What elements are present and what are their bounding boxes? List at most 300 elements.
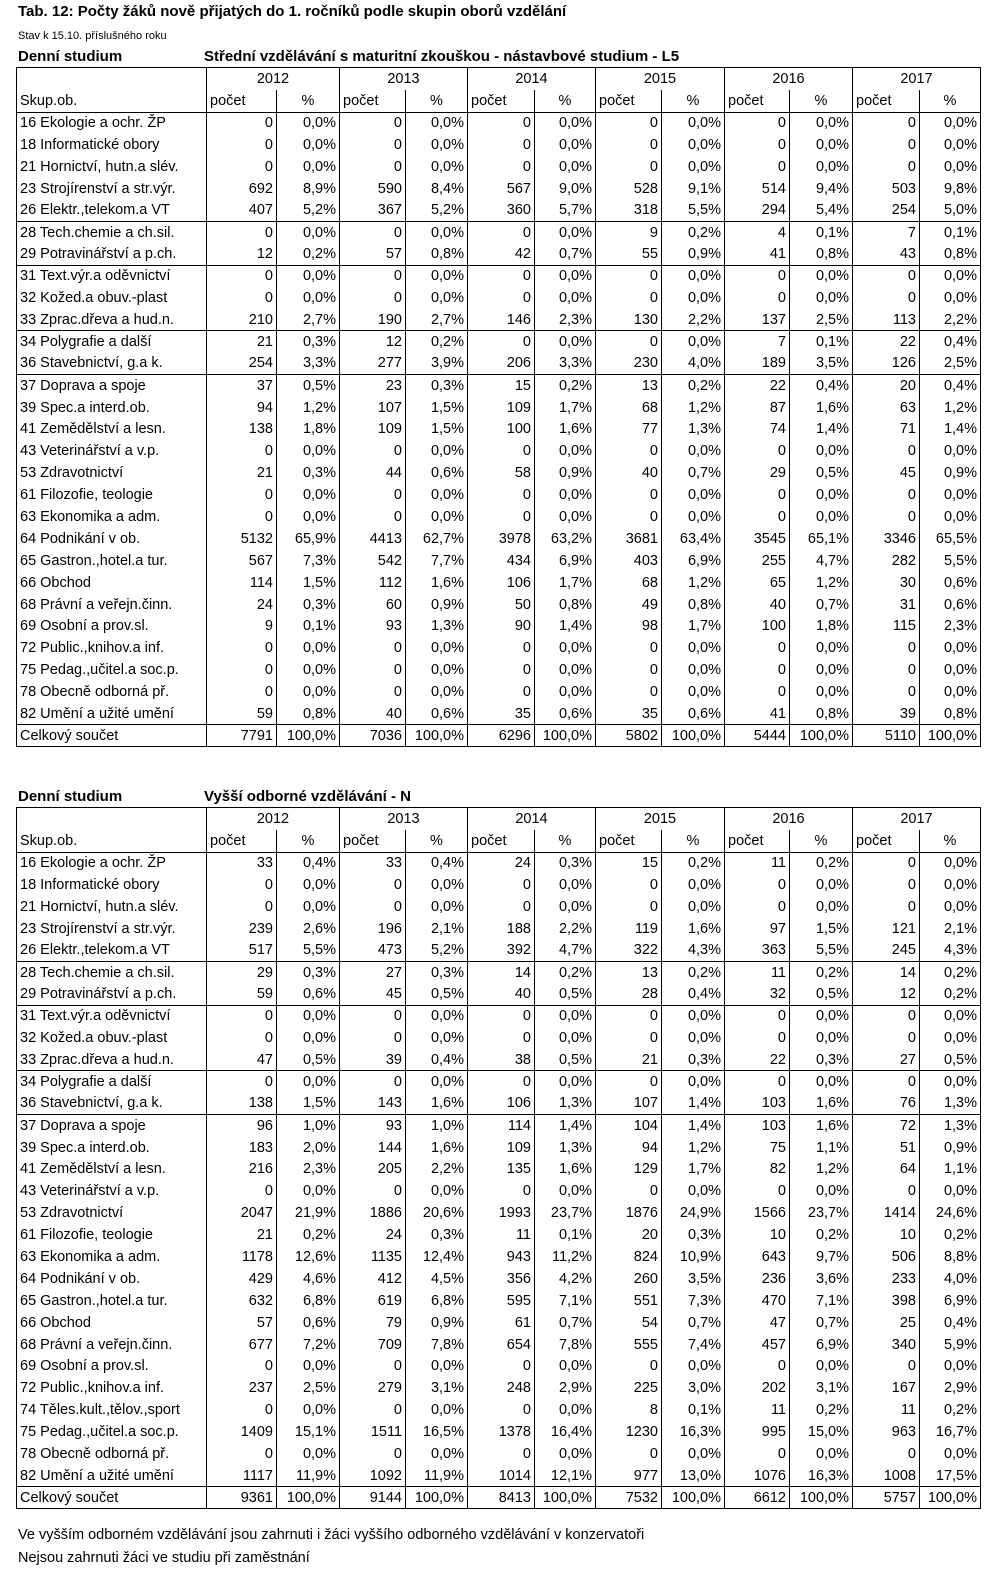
percent-cell: 5,0%: [920, 200, 981, 222]
count-cell: 12: [340, 331, 406, 353]
count-cell: 1566: [725, 1202, 790, 1224]
percent-cell: 0,0%: [662, 112, 725, 134]
count-cell: 0: [207, 681, 277, 703]
count-cell: 183: [207, 1137, 277, 1159]
percent-cell: 0,0%: [406, 1027, 468, 1049]
percent-cell: 4,3%: [662, 940, 725, 962]
count-cell: 0: [596, 1180, 662, 1202]
percent-cell: 0,0%: [790, 287, 853, 309]
percent-cell: 0,0%: [406, 1180, 468, 1202]
corner-cell: [17, 808, 207, 830]
count-cell: 0: [468, 874, 535, 896]
percent-cell: 0,7%: [662, 1312, 725, 1334]
category-cell: 34 Polygrafie a další: [17, 1071, 207, 1093]
percent-cell: 0,0%: [535, 896, 596, 918]
category-cell: 53 Zdravotnictví: [17, 462, 207, 484]
percent-cell: 7,1%: [790, 1290, 853, 1312]
study-mode-label: Denní studium: [18, 788, 123, 805]
percent-cell: 7,2%: [277, 1334, 340, 1356]
percent-cell: 5,2%: [406, 200, 468, 222]
table-row: [17, 874, 981, 896]
percent-cell: 0,3%: [662, 1224, 725, 1246]
count-cell: 0: [853, 1071, 920, 1093]
count-cell: 109: [340, 418, 406, 440]
count-cell: 0: [207, 484, 277, 506]
percent-cell: 2,7%: [406, 309, 468, 331]
count-cell: 23: [340, 375, 406, 397]
count-cell: 94: [596, 1137, 662, 1159]
count-cell: 233: [853, 1268, 920, 1290]
year-header: 2014: [468, 68, 596, 90]
percent-cell: 1,3%: [406, 615, 468, 637]
percent-cell: 0,0%: [920, 134, 981, 156]
count-cell: 59: [207, 983, 277, 1005]
total-percent-cell: 100,0%: [535, 725, 596, 747]
count-cell: 0: [725, 1071, 790, 1093]
table-row: [17, 1005, 981, 1027]
percent-cell: 0,6%: [406, 703, 468, 725]
count-cell: 503: [853, 178, 920, 200]
category-cell: 36 Stavebnictví, g.a k.: [17, 1093, 207, 1115]
percent-cell: 1,7%: [535, 397, 596, 419]
percent-cell: 0,0%: [920, 681, 981, 703]
percent-cell: 0,0%: [406, 440, 468, 462]
table-row: [17, 134, 981, 156]
percent-cell: 0,0%: [277, 156, 340, 178]
percent-cell: 0,4%: [662, 983, 725, 1005]
count-cell: 1014: [468, 1465, 535, 1487]
percent-cell: 0,5%: [535, 1049, 596, 1071]
count-cell: 75: [725, 1137, 790, 1159]
count-cell: 103: [725, 1115, 790, 1137]
count-cell: 29: [207, 961, 277, 983]
percent-cell: 16,3%: [662, 1421, 725, 1443]
total-percent-cell: 100,0%: [920, 725, 981, 747]
percent-cell: 0,3%: [790, 1049, 853, 1071]
count-cell: 0: [596, 896, 662, 918]
count-cell: 0: [468, 1399, 535, 1421]
count-cell: 0: [340, 287, 406, 309]
percent-cell: 0,0%: [535, 681, 596, 703]
count-cell: 47: [207, 1049, 277, 1071]
percent-cell: 21,9%: [277, 1202, 340, 1224]
count-cell: 0: [725, 874, 790, 896]
percent-cell: 2,2%: [535, 918, 596, 940]
count-cell: 4413: [340, 528, 406, 550]
percent-cell: 16,3%: [790, 1465, 853, 1487]
count-cell: 57: [340, 243, 406, 265]
percent-cell: 1,6%: [790, 1093, 853, 1115]
total-count-cell: 5110: [853, 725, 920, 747]
count-cell: 0: [340, 506, 406, 528]
count-column-header: počet: [340, 90, 406, 113]
count-cell: 50: [468, 594, 535, 616]
total-percent-cell: 100,0%: [535, 1487, 596, 1509]
count-cell: 0: [596, 637, 662, 659]
table-row: [17, 243, 981, 265]
count-cell: 196: [340, 918, 406, 940]
percent-cell: 0,0%: [406, 112, 468, 134]
category-cell: 39 Spec.a interd.ob.: [17, 397, 207, 419]
percent-cell: 0,5%: [535, 983, 596, 1005]
count-cell: 0: [207, 896, 277, 918]
count-cell: 0: [853, 874, 920, 896]
percent-cell: 0,0%: [535, 1180, 596, 1202]
year-header: 2013: [340, 68, 468, 90]
percent-cell: 5,5%: [920, 550, 981, 572]
count-column-header: počet: [853, 90, 920, 113]
category-cell: 78 Obecně odborná př.: [17, 1443, 207, 1465]
count-cell: 109: [468, 397, 535, 419]
percent-cell: 4,6%: [277, 1268, 340, 1290]
percent-cell: 0,1%: [920, 221, 981, 243]
percent-cell: 0,0%: [406, 896, 468, 918]
percent-cell: 0,0%: [662, 659, 725, 681]
count-cell: 619: [340, 1290, 406, 1312]
percent-cell: 0,7%: [790, 594, 853, 616]
percent-cell: 0,8%: [662, 594, 725, 616]
count-cell: 87: [725, 397, 790, 419]
count-cell: 0: [853, 1443, 920, 1465]
percent-cell: 0,0%: [662, 874, 725, 896]
percent-cell: 0,2%: [662, 375, 725, 397]
percent-cell: 0,0%: [790, 1027, 853, 1049]
percent-cell: 1,7%: [535, 572, 596, 594]
count-cell: 31: [853, 594, 920, 616]
count-cell: 144: [340, 1137, 406, 1159]
percent-cell: 0,0%: [920, 112, 981, 134]
category-cell: 64 Podnikání v ob.: [17, 1268, 207, 1290]
percent-cell: 63,2%: [535, 528, 596, 550]
count-cell: 0: [596, 506, 662, 528]
count-cell: 21: [207, 462, 277, 484]
count-column-header: počet: [596, 830, 662, 853]
count-cell: 0: [596, 659, 662, 681]
percent-column-header: %: [790, 90, 853, 113]
count-cell: 0: [468, 287, 535, 309]
percent-cell: 65,9%: [277, 528, 340, 550]
count-cell: 12: [853, 983, 920, 1005]
count-cell: 12: [207, 243, 277, 265]
percent-column-header: %: [406, 90, 468, 113]
percent-cell: 1,7%: [662, 1158, 725, 1180]
category-cell: 37 Doprava a spoje: [17, 1115, 207, 1137]
count-cell: 0: [853, 852, 920, 874]
table-row: [17, 1421, 981, 1443]
percent-cell: 0,0%: [406, 681, 468, 703]
table-row: [17, 1290, 981, 1312]
count-cell: 22: [725, 375, 790, 397]
count-cell: 517: [207, 940, 277, 962]
percent-cell: 0,2%: [790, 1224, 853, 1246]
count-cell: 216: [207, 1158, 277, 1180]
percent-cell: 8,9%: [277, 178, 340, 200]
percent-cell: 0,0%: [277, 681, 340, 703]
category-cell: 32 Kožed.a obuv.-plast: [17, 1027, 207, 1049]
count-cell: 38: [468, 1049, 535, 1071]
count-cell: 55: [596, 243, 662, 265]
count-cell: 0: [207, 265, 277, 287]
category-cell: 61 Filozofie, teologie: [17, 484, 207, 506]
count-cell: 0: [725, 287, 790, 309]
count-cell: 0: [340, 265, 406, 287]
count-cell: 0: [596, 1355, 662, 1377]
count-cell: 9: [596, 221, 662, 243]
percent-cell: 1,2%: [662, 572, 725, 594]
percent-cell: 0,9%: [406, 1312, 468, 1334]
total-row: [17, 725, 981, 747]
percent-cell: 0,3%: [277, 961, 340, 983]
count-cell: 64: [853, 1158, 920, 1180]
percent-cell: 0,0%: [920, 659, 981, 681]
percent-cell: 2,6%: [277, 918, 340, 940]
count-cell: 44: [340, 462, 406, 484]
category-cell: 66 Obchod: [17, 572, 207, 594]
total-percent-cell: 100,0%: [406, 1487, 468, 1509]
percent-cell: 8,4%: [406, 178, 468, 200]
percent-cell: 0,0%: [920, 265, 981, 287]
percent-cell: 5,4%: [790, 200, 853, 222]
count-cell: 32: [725, 983, 790, 1005]
total-percent-cell: 100,0%: [277, 725, 340, 747]
percent-cell: 0,5%: [277, 1049, 340, 1071]
count-cell: 230: [596, 353, 662, 375]
count-cell: 21: [596, 1049, 662, 1071]
section-header-2: [18, 787, 980, 807]
percent-cell: 1,0%: [406, 1115, 468, 1137]
percent-cell: 12,4%: [406, 1246, 468, 1268]
percent-cell: 2,9%: [535, 1377, 596, 1399]
count-cell: 40: [468, 983, 535, 1005]
percent-cell: 2,2%: [406, 1158, 468, 1180]
count-cell: 0: [596, 331, 662, 353]
category-cell: 61 Filozofie, teologie: [17, 1224, 207, 1246]
percent-cell: 7,1%: [535, 1290, 596, 1312]
category-cell: 82 Umění a užité umění: [17, 703, 207, 725]
table-row: [17, 1202, 981, 1224]
category-cell: 33 Zprac.dřeva a hud.n.: [17, 1049, 207, 1071]
percent-cell: 9,7%: [790, 1246, 853, 1268]
percent-cell: 1,2%: [790, 1158, 853, 1180]
count-cell: 943: [468, 1246, 535, 1268]
category-cell: 36 Stavebnictví, g.a k.: [17, 353, 207, 375]
count-cell: 28: [596, 983, 662, 1005]
percent-cell: 0,0%: [406, 637, 468, 659]
category-cell: 72 Public.,knihov.a inf.: [17, 637, 207, 659]
percent-cell: 0,6%: [920, 572, 981, 594]
table-row: [17, 331, 981, 353]
percent-cell: 4,2%: [535, 1268, 596, 1290]
percent-cell: 0,0%: [790, 659, 853, 681]
percent-cell: 0,0%: [920, 484, 981, 506]
percent-cell: 0,0%: [535, 1027, 596, 1049]
percent-cell: 0,0%: [406, 1443, 468, 1465]
count-cell: 0: [725, 1027, 790, 1049]
percent-cell: 0,4%: [920, 1312, 981, 1334]
count-cell: 11: [725, 1399, 790, 1421]
count-cell: 0: [468, 1027, 535, 1049]
percent-cell: 0,0%: [277, 1180, 340, 1202]
count-cell: 260: [596, 1268, 662, 1290]
count-cell: 0: [596, 440, 662, 462]
count-cell: 0: [468, 221, 535, 243]
percent-cell: 0,5%: [277, 375, 340, 397]
percent-cell: 0,2%: [662, 961, 725, 983]
table-row: [17, 572, 981, 594]
count-cell: 94: [207, 397, 277, 419]
count-cell: 0: [340, 1005, 406, 1027]
count-cell: 0: [725, 659, 790, 681]
count-cell: 0: [340, 1355, 406, 1377]
percent-cell: 6,9%: [662, 550, 725, 572]
count-cell: 206: [468, 353, 535, 375]
percent-cell: 0,0%: [920, 287, 981, 309]
count-cell: 33: [340, 852, 406, 874]
count-cell: 0: [596, 1071, 662, 1093]
percent-cell: 0,3%: [277, 594, 340, 616]
total-percent-cell: 100,0%: [790, 725, 853, 747]
count-cell: 35: [596, 703, 662, 725]
count-cell: 40: [725, 594, 790, 616]
count-cell: 24: [340, 1224, 406, 1246]
count-cell: 403: [596, 550, 662, 572]
count-cell: 0: [596, 265, 662, 287]
count-cell: 21: [207, 1224, 277, 1246]
percent-cell: 6,8%: [277, 1290, 340, 1312]
table-row: [17, 659, 981, 681]
total-count-cell: 7532: [596, 1487, 662, 1509]
count-cell: 0: [207, 1071, 277, 1093]
percent-cell: 0,0%: [662, 1180, 725, 1202]
percent-cell: 0,0%: [406, 874, 468, 896]
percent-cell: 0,0%: [920, 637, 981, 659]
table-row: [17, 703, 981, 725]
count-cell: 41: [725, 243, 790, 265]
table-row: [17, 178, 981, 200]
total-label: Celkový součet: [17, 1487, 207, 1509]
category-cell: 37 Doprava a spoje: [17, 375, 207, 397]
percent-column-header: %: [535, 830, 596, 853]
category-cell: 41 Zemědělství a lesn.: [17, 418, 207, 440]
percent-cell: 1,7%: [662, 615, 725, 637]
count-cell: 282: [853, 550, 920, 572]
count-cell: 0: [596, 681, 662, 703]
count-cell: 294: [725, 200, 790, 222]
count-cell: 27: [340, 961, 406, 983]
percent-cell: 0,8%: [790, 243, 853, 265]
count-cell: 107: [340, 397, 406, 419]
percent-cell: 17,5%: [920, 1465, 981, 1487]
total-count-cell: 7036: [340, 725, 406, 747]
percent-cell: 15,1%: [277, 1421, 340, 1443]
count-cell: 51: [853, 1137, 920, 1159]
percent-cell: 0,0%: [277, 134, 340, 156]
percent-cell: 2,5%: [920, 353, 981, 375]
count-cell: 0: [340, 156, 406, 178]
table-row: [17, 309, 981, 331]
count-cell: 963: [853, 1421, 920, 1443]
count-cell: 0: [207, 659, 277, 681]
count-cell: 1230: [596, 1421, 662, 1443]
percent-cell: 0,0%: [406, 659, 468, 681]
percent-column-header: %: [406, 830, 468, 853]
percent-cell: 2,2%: [920, 309, 981, 331]
category-cell: 18 Informatické obory: [17, 874, 207, 896]
percent-cell: 0,0%: [406, 265, 468, 287]
total-percent-cell: 100,0%: [920, 1487, 981, 1509]
count-cell: 1135: [340, 1246, 406, 1268]
count-cell: 322: [596, 940, 662, 962]
count-cell: 0: [596, 112, 662, 134]
year-header: 2017: [853, 68, 981, 90]
count-cell: 239: [207, 918, 277, 940]
category-cell: 65 Gastron.,hotel.a tur.: [17, 1290, 207, 1312]
year-header-row: [17, 68, 981, 90]
percent-cell: 63,4%: [662, 528, 725, 550]
count-cell: 106: [468, 572, 535, 594]
count-cell: 29: [725, 462, 790, 484]
count-cell: 5132: [207, 528, 277, 550]
count-column-header: počet: [340, 830, 406, 853]
footnote: Ve vyšším odborném vzdělávání jsou zahrnuti i žáci vyššího odborného vzdělávání v konzervatoři: [18, 1527, 645, 1543]
section-header-1: [18, 47, 980, 67]
count-cell: 0: [468, 1355, 535, 1377]
year-header: 2013: [340, 808, 468, 830]
percent-cell: 0,0%: [920, 440, 981, 462]
count-cell: 0: [725, 681, 790, 703]
count-cell: 11: [853, 1399, 920, 1421]
count-cell: 33: [207, 852, 277, 874]
count-cell: 2047: [207, 1202, 277, 1224]
category-column-header: Skup.ob.: [17, 830, 207, 853]
count-cell: 0: [340, 874, 406, 896]
count-cell: 21: [207, 331, 277, 353]
count-cell: 0: [207, 506, 277, 528]
percent-cell: 0,0%: [277, 287, 340, 309]
count-cell: 54: [596, 1312, 662, 1334]
count-cell: 30: [853, 572, 920, 594]
percent-cell: 62,7%: [406, 528, 468, 550]
count-cell: 0: [207, 221, 277, 243]
percent-cell: 0,0%: [535, 221, 596, 243]
percent-cell: 1,0%: [277, 1115, 340, 1137]
percent-cell: 0,3%: [662, 1049, 725, 1071]
count-cell: 1378: [468, 1421, 535, 1443]
count-cell: 977: [596, 1465, 662, 1487]
table-row: [17, 637, 981, 659]
count-cell: 59: [207, 703, 277, 725]
percent-cell: 23,7%: [790, 1202, 853, 1224]
percent-cell: 0,4%: [406, 852, 468, 874]
category-cell: 34 Polygrafie a další: [17, 331, 207, 353]
count-cell: 0: [468, 637, 535, 659]
category-cell: 68 Právní a veřejn.činn.: [17, 1334, 207, 1356]
percent-cell: 0,7%: [662, 462, 725, 484]
percent-cell: 2,1%: [406, 918, 468, 940]
count-cell: 514: [725, 178, 790, 200]
count-cell: 277: [340, 353, 406, 375]
table-title: Tab. 12: Počty žáků nově přijatých do 1. ročníků podle skupin oborů vzdělání: [18, 3, 567, 20]
percent-cell: 0,1%: [790, 331, 853, 353]
table-row: [17, 1377, 981, 1399]
percent-cell: 0,0%: [277, 221, 340, 243]
count-cell: 3346: [853, 528, 920, 550]
count-cell: 113: [853, 309, 920, 331]
count-cell: 254: [853, 200, 920, 222]
count-cell: 0: [207, 134, 277, 156]
count-cell: 692: [207, 178, 277, 200]
table-row: [17, 983, 981, 1005]
